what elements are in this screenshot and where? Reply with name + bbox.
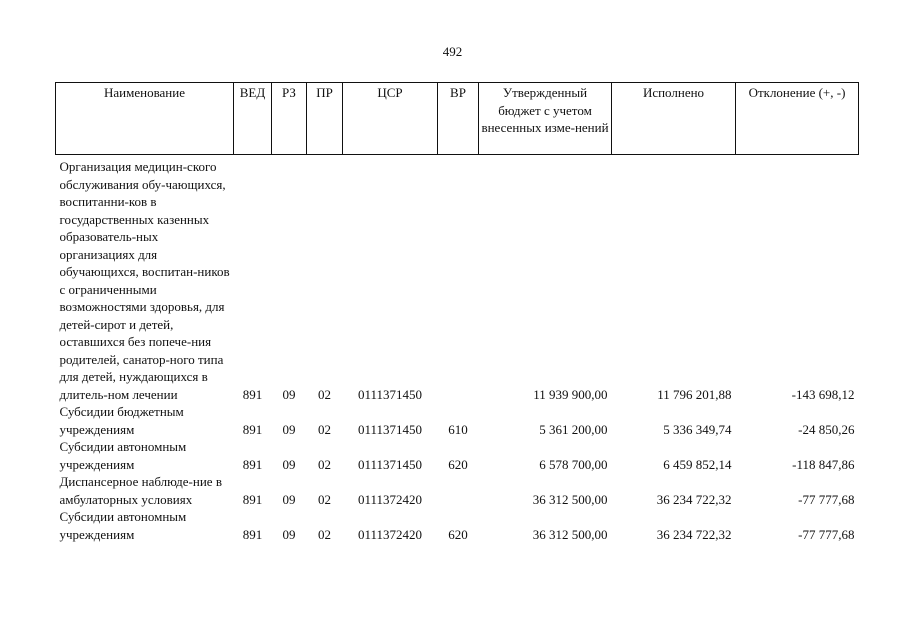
row-pr: 02 [318,386,331,402]
row-vr [438,473,479,508]
row-deviation: -77 777,68 [798,526,855,542]
header-csr: ЦСР [343,83,438,155]
row-vr: 620 [448,456,468,472]
row-csr: 0111371450 [357,421,423,437]
row-deviation: -77 777,68 [798,491,855,507]
row-executed: 36 234 722,32 [656,526,732,542]
table-row [56,508,859,543]
row-name: Субсидии бюджетным учреждениям [59,404,184,437]
row-csr: 0111372420 [357,526,423,542]
row-ved: 891 [242,526,263,542]
row-name: Субсидии автономным учреждениям [59,509,187,542]
header-deviation: Отклонение (+, -) [736,83,859,155]
row-rz: 09 [282,386,296,402]
row-approved: 5 361 200,00 [539,421,608,437]
row-deviation: -118 847,86 [792,456,855,472]
row-name: Субсидии автономным учреждениям [59,439,187,472]
row-rz: 09 [282,421,296,437]
header-executed: Исполнено [612,83,736,155]
row-pr: 02 [318,491,331,507]
row-csr: 0111371450 [357,456,423,472]
row-ved: 891 [242,421,263,437]
row-pr: 02 [318,421,331,437]
row-approved: 11 939 900,00 [533,386,608,402]
row-name: Организация медицин-ского обслуживания обу-чающихся, воспитанни-ков в государственных казенных образователь-ных организациях для обучающихся, воспитан-ников с ограниченными возможностями здоровья, для детей-сирот и детей, оставшихся без попече-ния родителей, санатор-ного типа для детей, нуждающихся в длитель-ном лечении [59,159,230,402]
page-number: 492 [442,44,463,59]
row-pr: 02 [318,456,331,472]
table-body [56,155,859,544]
row-vr: 610 [448,421,468,437]
header-vr: ВР [438,83,479,155]
header-approved-budget: Утвержденный бюджет с учетом внесенных изме-нений [479,83,612,155]
row-rz: 09 [282,491,296,507]
header-pr: ПР [307,83,343,155]
row-ved: 891 [242,456,263,472]
table-row [56,473,859,508]
budget-table [55,82,859,543]
row-pr: 02 [318,526,331,542]
row-rz: 09 [282,456,296,472]
row-rz: 09 [282,526,296,542]
row-vr: 620 [448,526,468,542]
row-ved: 891 [242,491,263,507]
row-executed: 6 459 852,14 [663,456,732,472]
row-approved: 36 312 500,00 [532,526,608,542]
row-name: Диспансерное наблюде-ние в амбулаторных условиях [59,474,222,507]
row-csr: 0111371450 [357,386,423,402]
row-executed: 5 336 349,74 [663,421,732,437]
row-approved: 36 312 500,00 [532,491,608,507]
table-header [56,83,859,155]
row-approved: 6 578 700,00 [539,456,608,472]
row-csr: 0111372420 [357,491,423,507]
header-rz: РЗ [272,83,307,155]
header-name: Наименование [56,83,234,155]
row-executed: 36 234 722,32 [656,491,732,507]
table-row [56,155,859,404]
row-deviation: -143 698,12 [791,386,855,402]
row-ved: 891 [242,386,263,402]
table-row [56,403,859,438]
row-executed: 11 796 201,88 [657,386,732,402]
header-ved: ВЕД [234,83,272,155]
row-vr [438,155,479,404]
row-deviation: -24 850,26 [798,421,855,437]
table-row [56,438,859,473]
